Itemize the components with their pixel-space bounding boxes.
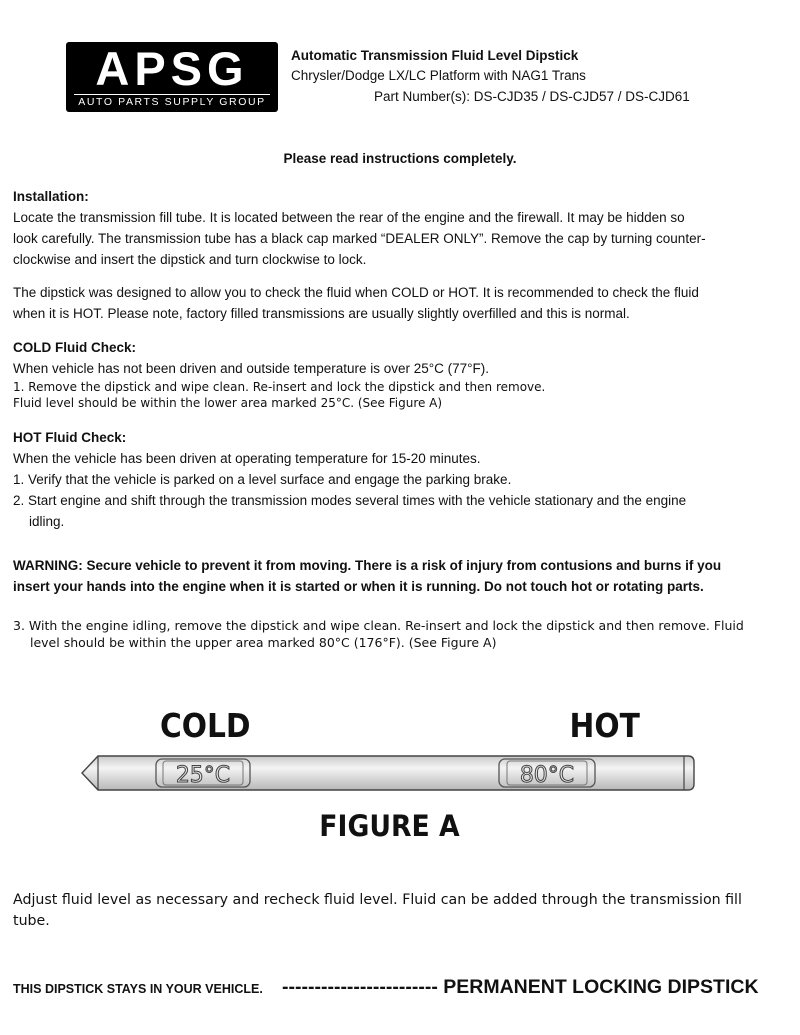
document-title: Automatic Transmission Fluid Level Dipstick [291, 48, 579, 63]
cold-mark-label: 25°C [175, 763, 231, 788]
hot-mark-label: 80°C [519, 763, 575, 788]
hot-check-intro: When the vehicle has been driven at operating temperature for 15-20 minutes. [13, 451, 481, 466]
installation-section [13, 186, 788, 270]
installation-line: clockwise and insert the dipstick and turn clockwise to lock. [13, 252, 367, 267]
cold-check-steps [13, 379, 788, 411]
cold-check-intro: When vehicle has not been driven and outside temperature is over 25°C (77°F). [13, 361, 490, 376]
apsg-logo [66, 42, 278, 112]
footer-stays-note: THIS DIPSTICK STAYS IN YOUR VEHICLE. [13, 982, 263, 996]
figure-caption: FIGURE A [319, 808, 460, 844]
adjust-line: Adjust fluid level as necessary and recheck fluid level. Fluid can be added through the transmission fill [13, 892, 742, 908]
logo-brand: APSG [95, 42, 249, 95]
logo-tagline: AUTO PARTS SUPPLY GROUP [74, 94, 270, 108]
installation-line: look carefully. The transmission tube has a black cap marked “DEALER ONLY”. Remove the cap by turning counter- [13, 231, 706, 246]
warning-block [13, 555, 788, 597]
read-instructions-notice: Please read instructions completely. [283, 151, 517, 166]
step-3 [13, 617, 783, 651]
footer-permanent-locking: ------------------------ PERMANENT LOCKING DIPSTICK [282, 976, 759, 998]
design-line: when it is HOT. Please note, factory filled transmissions are usually slightly overfilled and this is normal. [13, 306, 630, 321]
step-3-line: 3. With the engine idling, remove the dipstick and wipe clean. Re-insert and lock the dipstick and then remove. Fluid [13, 618, 744, 633]
cold-check-step: Fluid level should be within the lower area marked 25°C. (See Figure A) [13, 396, 443, 410]
hot-check-step: 2. Start engine and shift through the transmission modes several times with the vehicle stationary and the engine [13, 493, 687, 508]
cold-check-step: 1. Remove the dipstick and wipe clean. Re-insert and lock the dipstick and then remove. [13, 380, 546, 394]
hot-label: HOT [569, 707, 640, 746]
cold-check-section [13, 337, 788, 379]
design-note [13, 282, 788, 324]
cold-check-heading: COLD Fluid Check: [13, 340, 137, 355]
installation-heading: Installation: [13, 189, 89, 204]
figure-a-dipstick [70, 700, 710, 850]
installation-line: Locate the transmission fill tube. It is located between the rear of the engine and the firewall. It may be hidden so [13, 210, 685, 225]
warning-line: insert your hands into the engine when it is started or when it is running. Do not touch hot or rotating parts. [13, 579, 704, 594]
document-platform: Chrysler/Dodge LX/LC Platform with NAG1 Trans [291, 68, 586, 83]
adjust-line: tube. [13, 913, 50, 929]
hot-check-step: idling. [29, 514, 65, 529]
hot-check-heading: HOT Fluid Check: [13, 430, 127, 445]
adjust-note [13, 890, 773, 932]
step-3-line: level should be within the upper area marked 80°C (176°F). (See Figure A) [30, 635, 497, 650]
hot-check-step: 1. Verify that the vehicle is parked on a level surface and engage the parking brake. [13, 472, 512, 487]
design-line: The dipstick was designed to allow you to check the fluid when COLD or HOT. It is recommended to check the fluid [13, 285, 699, 300]
part-numbers: Part Number(s): DS-CJD35 / DS-CJD57 / DS-CJD61 [374, 89, 690, 104]
warning-line: WARNING: Secure vehicle to prevent it from moving. There is a risk of injury from contusions and burns if you [13, 558, 722, 573]
hot-check-section [13, 427, 788, 532]
cold-label: COLD [160, 707, 251, 746]
